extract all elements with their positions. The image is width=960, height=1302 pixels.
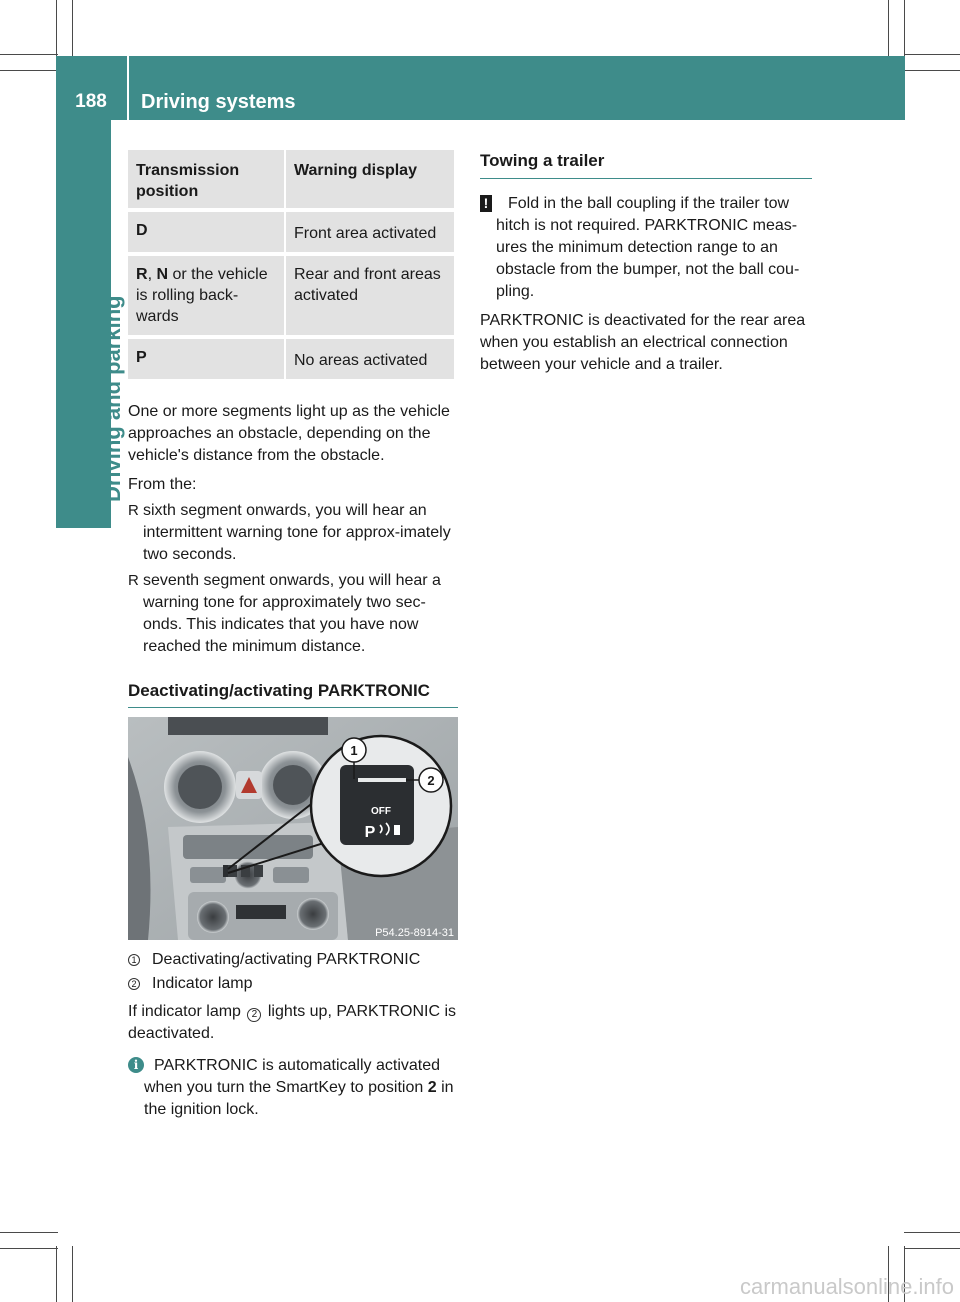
gear-n: N (156, 266, 169, 283)
parktronic-symbol: P (364, 824, 376, 841)
from-the-text: From the: (128, 476, 197, 493)
bullet-icon: R (128, 572, 139, 589)
figure-legend (128, 949, 458, 995)
section-heading: Towing a trailer (480, 150, 812, 179)
intro-paragraph: One or more segments light up as the vehicle approaches an obstacle, depending on the vehicle's distance from the obstacle. (128, 403, 450, 464)
legend-item (128, 973, 458, 995)
crop-mark (56, 1246, 57, 1302)
crop-mark (904, 0, 905, 58)
legend-text: Deactivating/activating PARKTRONIC (152, 951, 421, 968)
dashboard-illustration (128, 717, 458, 940)
section-heading: Deactivating/activating PARKTRONIC (128, 680, 458, 708)
bullet-list (128, 500, 458, 658)
indicator-text-before: If indicator lamp (128, 1003, 241, 1020)
crop-mark (72, 0, 73, 58)
crop-mark (904, 1232, 960, 1233)
right-column (480, 150, 812, 376)
crop-mark (0, 54, 58, 55)
table-cell-display: Front area activated (286, 212, 454, 252)
callout-1-icon: 1 (128, 954, 140, 966)
transmission-table (126, 146, 456, 383)
info-text-before: PARKTRONIC is automatically activated when you turn the SmartKey to position (144, 1057, 441, 1096)
left-column (128, 150, 458, 1121)
info-position: 2 (427, 1079, 437, 1096)
warning-note (480, 193, 812, 303)
dashboard-figure (128, 717, 458, 940)
bullet-text: sixth segment onwards, you will hear an intermittent warning tone for approx-imately two seconds. (143, 502, 451, 563)
info-text-after: in the ignition lock. (144, 1079, 454, 1118)
chapter-label: Driving and parking (100, 295, 125, 502)
warning-body: Fold in the ball coupling if the trailer tow hitch is not required. PARKTRONIC meas-ures the minimum detection range to an obstacle from the bumper, not the ball cou-pling. (496, 195, 800, 300)
table-row (128, 212, 454, 252)
page-header (56, 56, 905, 120)
legend-item (128, 949, 458, 971)
table-row (128, 339, 454, 379)
gear-sep: , (147, 266, 157, 283)
table-header-row (128, 150, 454, 208)
table-cell-position (128, 256, 284, 335)
crop-mark (0, 1248, 58, 1249)
table-cell-position: P (128, 339, 284, 379)
crop-mark (904, 54, 960, 55)
legend-text: Indicator lamp (152, 975, 253, 992)
crop-mark (0, 1232, 58, 1233)
figure-code: P54.25-8914-31 (375, 927, 454, 939)
warning-text (496, 193, 812, 303)
indicator-paragraph (128, 1001, 458, 1045)
table-cell-display: Rear and front areas activated (286, 256, 454, 335)
bullet-icon: R (128, 502, 139, 519)
crop-mark (0, 70, 58, 71)
callout-2-label: 2 (427, 773, 435, 788)
info-text (144, 1055, 458, 1121)
table-cell-display: No areas activated (286, 339, 454, 379)
table-header-cell: Warning display (286, 150, 454, 208)
callout-1-label: 1 (350, 743, 358, 758)
gear-rest: or the vehicle is rolling back-wards (136, 266, 268, 325)
crop-mark (904, 1248, 960, 1249)
table-row (128, 256, 454, 335)
info-icon: i (128, 1057, 144, 1073)
crop-mark (56, 0, 57, 58)
trailer-paragraph: PARKTRONIC is deactivated for the rear area when you establish an electrical connection between your vehicle and a trailer. (480, 312, 806, 373)
crop-mark (904, 70, 960, 71)
crop-mark (72, 1246, 73, 1302)
off-label: OFF (371, 806, 391, 817)
gear-r: R (136, 266, 148, 283)
callout-2-icon: 2 (247, 1008, 261, 1022)
table-header-cell: Transmission position (128, 150, 284, 208)
page-number: 188 (75, 91, 107, 112)
bullet-text: seventh segment onwards, you will hear a warning tone for approximately two sec-onds. This indicates that you have now reached the minimum distance. (143, 572, 441, 655)
header-divider (127, 56, 129, 120)
info-note (128, 1055, 458, 1121)
callout-2-icon: 2 (128, 978, 140, 990)
watermark: carmanualsonline.info (739, 1274, 954, 1299)
warning-icon: ! (480, 195, 492, 212)
crop-mark (888, 0, 889, 58)
table-cell-position: D (128, 212, 284, 252)
list-item (128, 570, 458, 658)
list-item (128, 500, 458, 566)
indicator-text-after: lights up, PARKTRONIC is deactivated. (128, 1003, 457, 1042)
section-title: Driving systems (141, 91, 296, 113)
